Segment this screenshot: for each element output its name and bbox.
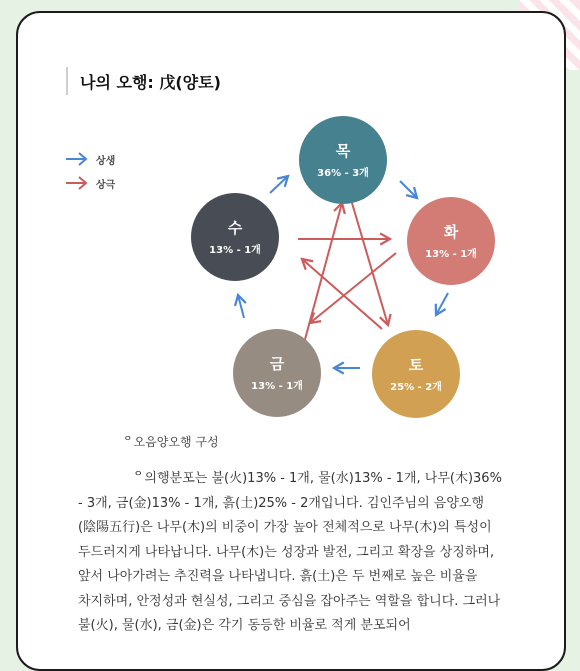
arrow-fire-to-earth xyxy=(436,293,448,315)
arrow-water-to-wood xyxy=(270,176,288,193)
element-percentage: 13% - 1개 xyxy=(209,244,261,256)
analysis-paragraph: ᄋ의행분포는 불(火)13% - 1개, 물(水)13% - 1개, 나무(木)36% - 3개, 금(金)13% - 1개, 흙(土)25% - 2개입니다. 김인주님의 음양오행(陰陽五行)은 나무(木)의 비중이 가장 높아 전체적으로 나무(木)의 특성이 두드러지게 나타납니다. 나무(木)는 성장과 발전, 그리고 확장을 상징하며, 앞서 나아가려는 추진력을 나타냅니다. 흙(土)은 두 번째로 높은 비율을 차지하며, 안정성과 현실성, 그리고 중심을 잡아주는 역할을 합니다. 그러나 불(火), 물(水), 금(金)은 각기 동등한 비율로 적게 분포되어 xyxy=(78,471,502,633)
arrow-fire-to-metal xyxy=(310,253,396,323)
element-percentage: 36% - 3개 xyxy=(317,167,369,179)
element-percentage: 13% - 1개 xyxy=(425,248,477,260)
legend-label: 상극 xyxy=(96,179,116,191)
element-water-circle xyxy=(191,193,279,281)
element-earth-circle xyxy=(372,330,460,418)
arrow-wood-to-fire xyxy=(400,181,417,198)
legend-label: 상생 xyxy=(96,155,116,167)
element-name: 화 xyxy=(443,222,459,241)
arrow-metal-to-wood xyxy=(304,203,342,343)
section-heading: ᄋ오음양오행 구성 xyxy=(122,435,219,449)
page-title: 나의 오행: 戊(양토) xyxy=(80,72,221,92)
element-name: 목 xyxy=(335,141,351,160)
element-wood-circle xyxy=(299,116,387,204)
arrow-metal-to-water xyxy=(238,295,244,318)
element-metal-circle xyxy=(233,329,321,417)
element-name: 금 xyxy=(269,354,285,373)
element-name: 토 xyxy=(408,355,424,374)
element-percentage: 13% - 1개 xyxy=(251,380,303,392)
element-fire-circle xyxy=(407,197,495,285)
element-percentage: 25% - 2개 xyxy=(390,381,442,393)
element-name: 수 xyxy=(227,218,243,237)
ohaeng-card xyxy=(16,11,566,671)
